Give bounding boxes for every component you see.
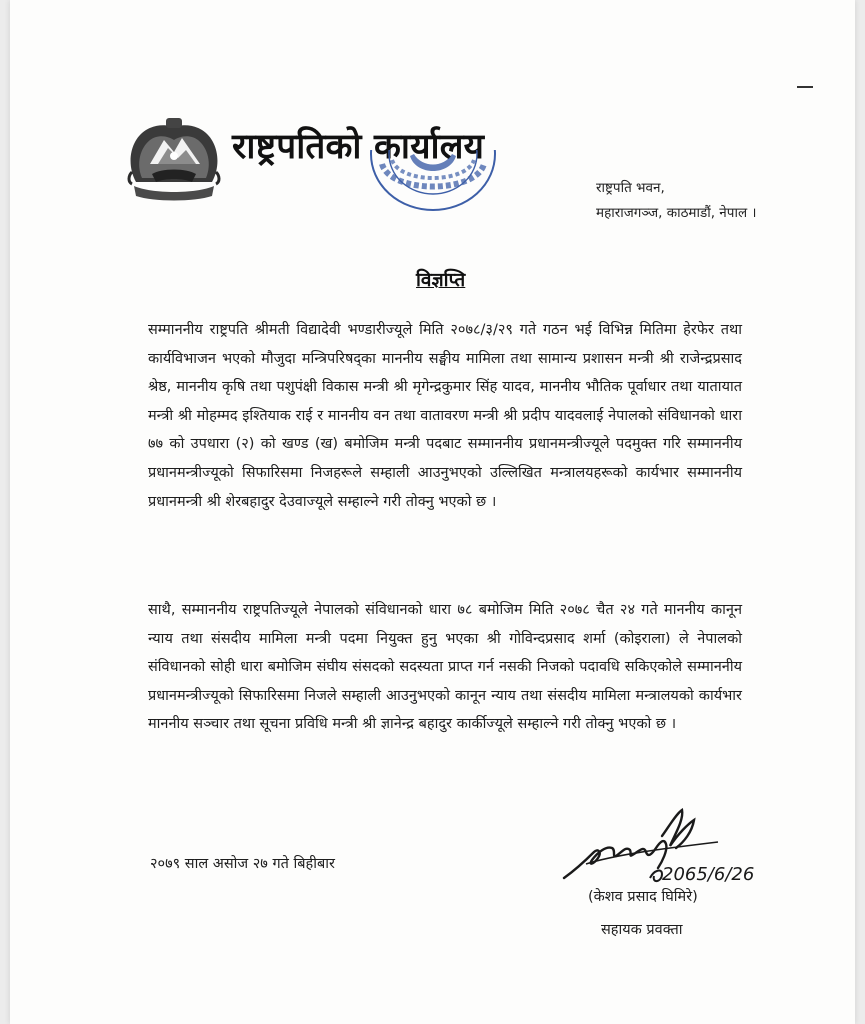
signatory-name: (केशव प्रसाद घिमिरे) xyxy=(588,889,698,905)
office-title: राष्ट्रपतिको कार्यालय xyxy=(232,127,485,167)
corner-mark xyxy=(797,86,813,88)
notice-paragraph-1: सम्माननीय राष्ट्रपति श्रीमती विद्यादेवी भण्डारीज्यूले मिति २०७८/३/२९ गते गठन भई विभिन्न मितिमा हेरफेर तथा कार्यविभाजन भएको मौजुदा मन्त्रिपरिषद्का माननीय सङ्घीय मामिला तथा सामान्य प्रशासन मन्त्री श्री राजेन्द्रप्रसाद श्रेष्ठ, माननीय कृषि तथा पशुपंक्षी विकास मन्त्री श्री मृगेन्द्रकुमार सिंह यादव, माननीय भौतिक पूर्वाधार तथा यातायात मन्त्री श्री मोहम्मद इश्तियाक राई र माननीय वन तथा वातावरण मन्त्री श्री प्रदीप यादवलाई नेपालको संविधानको धारा ७७ को उपधारा (२) को खण्ड (ख) बमोजिम मन्त्री पदबाट सम्माननीय प्रधानमन्त्रीज्यूले पदमुक्त गरि सम्माननीय प्रधानमन्त्रीज्यूको सिफारिसमा निजहरूले सम्हाली आउनुभएको उल्लिखित मन्त्रालयहरूको कार्यभार सम्माननीय प्रधानमन्त्री श्री शेरबहादुर देउवाज्यूले सम्हाल्ने गरी तोक्नु भएको छ । xyxy=(148,322,742,510)
address-line-1: राष्ट्रपति भवन, xyxy=(596,180,665,196)
issue-date: २०७९ साल असोज २७ गते बिहीबार xyxy=(150,856,335,872)
notice-title: विज्ञप्ति xyxy=(416,269,466,291)
signature-date: 2065/6/26 xyxy=(662,864,755,885)
handwritten-signature xyxy=(558,806,774,896)
address-line-2: महाराजगञ्ज, काठमाडौं, नेपाल । xyxy=(596,205,757,221)
office-seal-stamp xyxy=(364,150,502,216)
office-address xyxy=(596,176,757,226)
signatory-role: सहायक प्रवक्ता xyxy=(601,922,683,938)
nepal-emblem-icon xyxy=(122,112,226,208)
letter-page xyxy=(10,0,855,1024)
notice-paragraph-2: साथै, सम्माननीय राष्ट्रपतिज्यूले नेपालको संविधानको धारा ७८ बमोजिम मिति २०७८ चैत २४ गते माननीय कानून न्याय तथा संसदीय मामिला मन्त्री पदमा नियुक्त हुनु भएका श्री गोविन्दप्रसाद शर्मा (कोइराला) ले नेपालको संविधानको सोही धारा बमोजिम संघीय संसदको सदस्यता प्राप्त गर्न नसकी निजको पदावधि सकिएकोले सम्माननीय प्रधानमन्त्रीज्यूको सिफारिसमा निजले सम्हाली आउनुभएको कानून न्याय तथा संसदीय मामिला मन्त्रालयको कार्यभार माननीय सञ्चार तथा सूचना प्रविधि मन्त्री श्री ज्ञानेन्द्र बहादुर कार्कीज्यूले सम्हाल्ने गरी तोक्नु भएको छ । xyxy=(148,602,742,733)
